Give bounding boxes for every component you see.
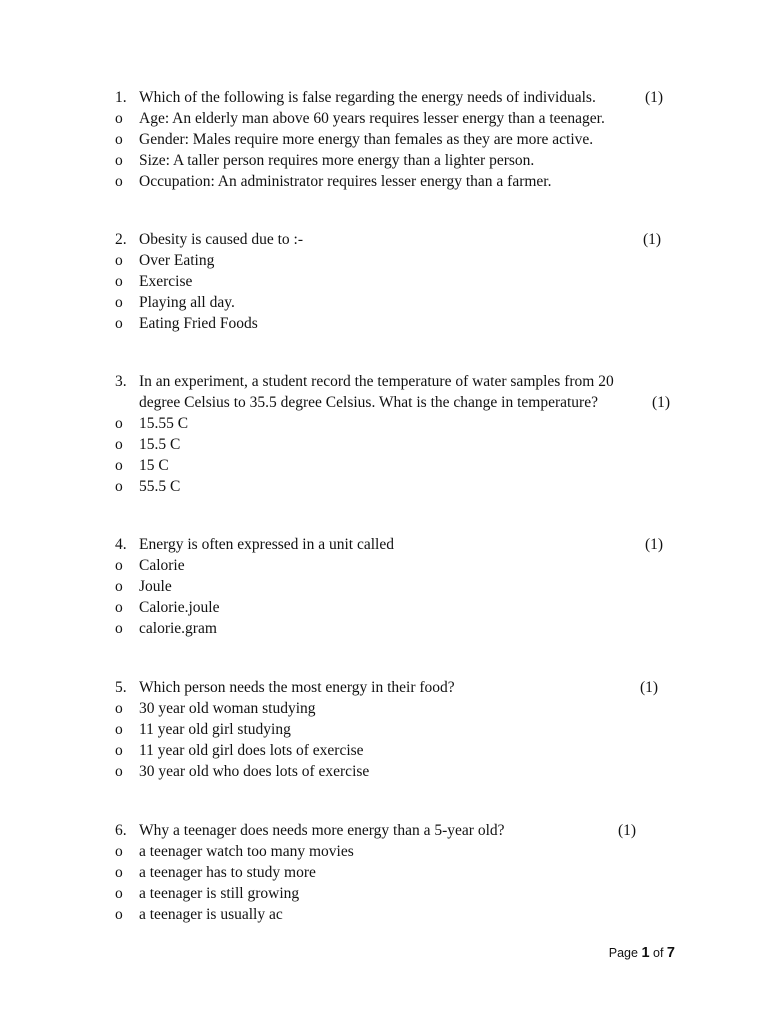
option-text: calorie.gram xyxy=(139,620,217,637)
question-stem-continued xyxy=(115,392,675,413)
answer-option xyxy=(115,313,675,334)
question-number: 5. xyxy=(115,679,127,696)
option-text: 30 year old who does lots of exercise xyxy=(139,763,370,780)
question-text: Obesity is caused due to :- xyxy=(139,231,304,248)
bullet: o xyxy=(115,131,123,148)
option-text: Joule xyxy=(139,578,172,595)
question-number: 3. xyxy=(115,373,127,390)
bullet: o xyxy=(115,294,123,311)
answer-option xyxy=(115,108,675,129)
question-marks: (1) xyxy=(652,394,671,411)
option-text: Exercise xyxy=(139,273,193,290)
answer-option xyxy=(115,761,675,782)
bullet: o xyxy=(115,478,123,495)
answer-option xyxy=(115,841,675,862)
bullet: o xyxy=(115,843,123,860)
option-text: a teenager is usually ac xyxy=(139,906,283,923)
answer-option xyxy=(115,171,675,192)
answer-option xyxy=(115,740,675,761)
question-text: Which person needs the most energy in their food? xyxy=(139,679,455,696)
answer-option xyxy=(115,455,675,476)
question-text: Which of the following is false regarding the energy needs of individuals. xyxy=(139,89,596,106)
question-text-line-2: degree Celsius to 35.5 degree Celsius. What is the change in temperature? xyxy=(139,394,598,411)
question-marks: (1) xyxy=(645,89,664,106)
question-marks: (1) xyxy=(645,536,664,553)
bullet: o xyxy=(115,620,123,637)
option-text: Playing all day. xyxy=(139,294,235,311)
question-1 xyxy=(115,87,675,192)
option-text: 15.5 C xyxy=(139,436,181,453)
question-stem xyxy=(115,534,675,555)
answer-option xyxy=(115,150,675,171)
question-text: Energy is often expressed in a unit called xyxy=(139,536,394,553)
question-6 xyxy=(115,820,675,925)
answer-option xyxy=(115,862,675,883)
question-number: 6. xyxy=(115,822,127,839)
answer-option xyxy=(115,292,675,313)
answer-option xyxy=(115,597,675,618)
answer-option xyxy=(115,883,675,904)
question-3 xyxy=(115,371,675,497)
question-number: 2. xyxy=(115,231,127,248)
question-stem xyxy=(115,229,675,250)
question-stem xyxy=(115,820,675,841)
question-marks: (1) xyxy=(618,822,637,839)
option-text: Gender: Males require more energy than females as they are more active. xyxy=(139,131,594,148)
option-text: 11 year old girl does lots of exercise xyxy=(139,742,364,759)
question-5 xyxy=(115,677,675,782)
answer-option xyxy=(115,576,675,597)
answer-option xyxy=(115,719,675,740)
bullet: o xyxy=(115,557,123,574)
answer-option xyxy=(115,476,675,497)
option-text: Calorie.joule xyxy=(139,599,220,616)
answer-option xyxy=(115,904,675,925)
bullet: o xyxy=(115,110,123,127)
bullet: o xyxy=(115,415,123,432)
question-4 xyxy=(115,534,675,639)
bullet: o xyxy=(115,173,123,190)
bullet: o xyxy=(115,885,123,902)
page-total: 7 xyxy=(666,945,675,961)
bullet: o xyxy=(115,906,123,923)
option-text: Size: A taller person requires more energy than a lighter person. xyxy=(139,152,535,169)
bullet: o xyxy=(115,273,123,290)
question-text: Why a teenager does needs more energy than a 5-year old? xyxy=(139,822,505,839)
option-text: 55.5 C xyxy=(139,478,181,495)
bullet: o xyxy=(115,436,123,453)
answer-option xyxy=(115,555,675,576)
bullet: o xyxy=(115,721,123,738)
question-stem xyxy=(115,371,675,392)
bullet: o xyxy=(115,152,123,169)
option-text: a teenager watch too many movies xyxy=(139,843,354,860)
question-number: 1. xyxy=(115,89,127,106)
option-text: Calorie xyxy=(139,557,185,574)
bullet: o xyxy=(115,315,123,332)
option-text: Age: An elderly man above 60 years requires lesser energy than a teenager. xyxy=(139,110,605,127)
bullet: o xyxy=(115,578,123,595)
page-number-footer xyxy=(609,945,675,961)
bullet: o xyxy=(115,700,123,717)
option-text: 30 year old woman studying xyxy=(139,700,316,717)
answer-option xyxy=(115,698,675,719)
option-text: 15.55 C xyxy=(139,415,189,432)
answer-option xyxy=(115,250,675,271)
question-number: 4. xyxy=(115,536,127,553)
option-text: 11 year old girl studying xyxy=(139,721,291,738)
bullet: o xyxy=(115,763,123,780)
answer-option xyxy=(115,413,675,434)
bullet: o xyxy=(115,864,123,881)
option-text: a teenager has to study more xyxy=(139,864,316,881)
question-stem xyxy=(115,87,675,108)
question-2 xyxy=(115,229,675,334)
option-text: Eating Fried Foods xyxy=(139,315,258,332)
option-text: 15 C xyxy=(139,457,169,474)
answer-option xyxy=(115,271,675,292)
answer-option xyxy=(115,129,675,150)
page-current: 1 xyxy=(641,945,650,961)
option-text: a teenager is still growing xyxy=(139,885,300,902)
answer-option xyxy=(115,434,675,455)
option-text: Over Eating xyxy=(139,252,215,269)
question-stem xyxy=(115,677,675,698)
question-text: In an experiment, a student record the temperature of water samples from 20 xyxy=(139,373,614,390)
of-label: of xyxy=(653,946,664,960)
bullet: o xyxy=(115,457,123,474)
bullet: o xyxy=(115,599,123,616)
bullet: o xyxy=(115,742,123,759)
answer-option xyxy=(115,618,675,639)
page-label: Page xyxy=(608,946,638,960)
option-text: Occupation: An administrator requires lesser energy than a farmer. xyxy=(139,173,552,190)
bullet: o xyxy=(115,252,123,269)
question-marks: (1) xyxy=(640,679,659,696)
question-marks: (1) xyxy=(643,231,662,248)
